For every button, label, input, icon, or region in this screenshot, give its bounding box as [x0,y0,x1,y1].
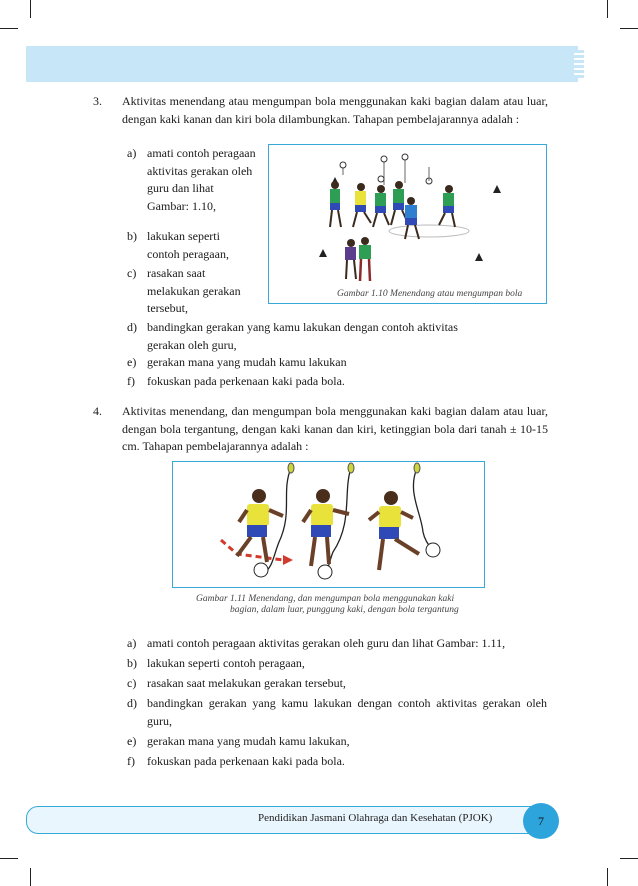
step-text: bandingkan gerakan yang kamu lakukan dengan contoh aktivitas gerakan oleh guru, [147,320,458,352]
book-title: Pendidikan Jasmani Olahraga dan Kesehatan (PJOK) [258,812,493,824]
section-3-intro: Aktivitas menendang atau mengumpan bola menggunakan kaki bagian dalam atau luar, dengan kaki kanan dan kiri bola dilambungkan. Tahapan pembelajarannya adalah : [122,94,548,126]
crop-mark [0,858,18,859]
player-figure [391,181,407,225]
player-figure [439,185,455,227]
figure-1-11-caption-line2: bagian, dalam luar, punggung kaki, dengan bola tergantung [230,605,459,615]
figure-1-11-caption-line1: Gambar 1.11 Menendang, dan mengumpan bola menggunakan kaki [196,594,455,604]
step-label: e) [127,355,137,369]
step-label: d) [127,696,137,710]
step-label: a) [127,146,137,160]
step-label: e) [127,734,137,748]
step-text: lakukan seperti contoh peragaan, [147,229,229,261]
step-label: b) [127,229,137,243]
step-label: f) [127,754,135,768]
player-figure [237,489,283,577]
step-text: fokuskan pada perkenaan kaki pada bola. [147,374,345,388]
crop-mark [30,868,31,886]
player-figure [369,491,440,570]
step-text: lakukan seperti contoh peragaan, [147,656,305,670]
step-text: rasakan saat melakukan gerakan tersebut, [147,676,346,690]
step-text: fokuskan pada perkenaan kaki pada bola. [147,754,345,768]
crop-mark [30,0,31,18]
crop-mark [0,28,18,29]
step-label: c) [127,676,137,690]
step-text: bandingkan gerakan yang kamu lakukan dengan contoh aktivitas gerakan oleh guru, [147,696,547,728]
step-text: amati contoh peragaan aktivitas gerakan oleh guru dan lihat Gambar: 1.10, [147,146,256,213]
player-figure [353,183,371,227]
header-band [26,46,578,82]
crop-mark [607,0,608,18]
figure-1-10-caption: Gambar 1.10 Menendang atau mengumpan bola [337,289,523,299]
step-text: gerakan mana yang mudah kamu lakukan [147,355,347,369]
figure-1-10 [268,144,547,304]
step-label: c) [127,266,137,280]
crop-mark [620,858,638,859]
player-figure [405,197,419,239]
hanging-ball-kick-illustration [173,462,484,587]
crop-mark [620,28,638,29]
step-text: rasakan saat melakukan gerakan tersebut, [147,266,241,315]
player-figure [345,239,356,279]
step-label: b) [127,656,137,670]
player-figure [330,181,341,227]
page-number: 7 [523,803,559,839]
section-3-number: 3. [93,94,102,108]
player-figure [373,185,389,227]
step-label: d) [127,320,137,334]
step-label: a) [127,636,137,650]
step-text: amati contoh peragaan aktivitas gerakan oleh guru dan lihat Gambar: 1.11, [147,636,506,650]
section-4-intro: Aktivitas menendang, dan mengumpan bola menggunakan kaki bagian dalam atau luar, dengan bola tergantung, dengan kaki kanan dan kiri, ketinggian bola dari tanah ± 10-15 cm. Tahapan pembelajarannya adalah : [122,404,548,453]
step-label: f) [127,374,135,388]
step-text: gerakan mana yang mudah kamu lakukan, [147,734,350,748]
section-4-number: 4. [93,404,102,418]
crop-mark [607,868,608,886]
kicking-practice-illustration [269,145,546,285]
figure-1-11 [172,461,485,588]
player-figure [359,237,371,281]
